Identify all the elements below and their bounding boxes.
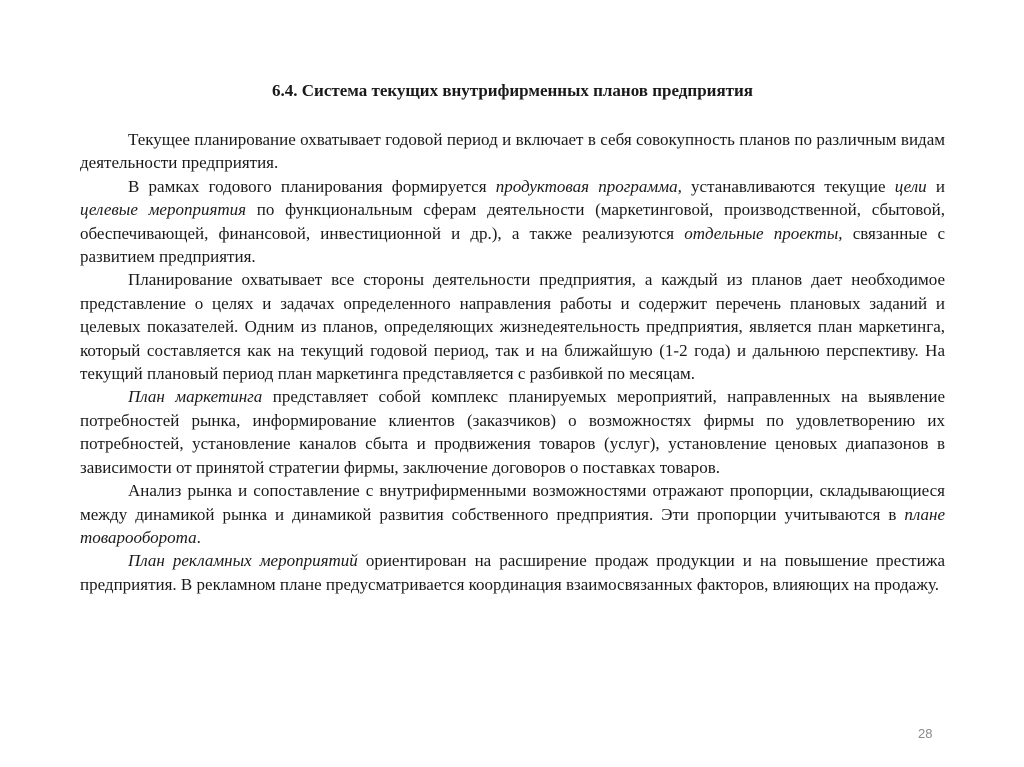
emphasized-term: целевые мероприятия: [80, 200, 247, 220]
paragraph: [80, 175, 945, 269]
document-body: [80, 128, 945, 596]
document-page: [80, 80, 945, 596]
text-run: Текущее планирование охватывает годовой период и включает в себя совокупность планов по различным видам деятельности предприятия.: [80, 130, 945, 173]
text-run: В рамках годового планирования формируется: [128, 176, 496, 196]
text-run: Планирование охватывает все стороны деятельности предприятия, а каждый из планов дает необходимое представление о целях и задачах определенного направления работы и содержит перечень плановых заданий и целевых показателей. Одним из планов, определяющих жизнедеятельность предприятия, является план маркетинга, который составляется как на текущий годовой период, так и на ближайшую (1-2 года) и дальнюю перспективу. На текущий плановый период план маркетинга представляется с разбивкой по месяцам.: [80, 270, 945, 384]
emphasized-term: плане товарооборота: [80, 504, 945, 547]
paragraph: [80, 385, 945, 479]
section-title: 6.4. Система текущих внутрифирменных планов предприятия: [272, 81, 753, 100]
page-number: 28: [918, 726, 933, 741]
emphasized-term: отдельные проекты,: [684, 223, 843, 243]
text-run: .: [196, 527, 201, 547]
emphasized-term: План маркетинга: [128, 387, 263, 407]
emphasized-term: продуктовая программа,: [495, 176, 682, 196]
text-run: ориентирован на расширение продаж продукции и на повышение престижа предприятия. В рекламном плане предусматривается координация взаимосвязанных факторов, влияющих на продажу.: [80, 551, 945, 594]
paragraph: [80, 549, 945, 596]
text-run: связанные с развитием предприятия.: [80, 223, 945, 267]
paragraph: [80, 479, 945, 549]
text-run: Анализ рынка и сопоставление с внутрифирменными возможностями отражают пропорции, складывающиеся между динамикой рынка и динамикой развития собственного предприятия. Эти пропорции учитываются в: [80, 481, 945, 524]
text-run: по функциональным сферам деятельности (маркетинговой, производственной, сбытовой, обеспечивающей, финансовой, инвестиционной и др.), а также реализуются: [80, 200, 945, 243]
emphasized-term: цели: [894, 176, 927, 196]
text-run: устанавливаются текущие: [681, 176, 895, 196]
text-run: представляет собой комплекс планируемых мероприятий, направленных на выявление потребностей рынка, информирование клиентов (заказчиков) о возможностях фирмы по удовлетворению их потребностей, установление каналов сбыта и продвижения товаров (услуг), установление ценовых диапазонов в зависимости от принятой стратегии фирмы, заключение договоров о поставках товаров.: [80, 387, 946, 477]
paragraph: [80, 268, 945, 385]
emphasized-term: План рекламных мероприятий: [128, 551, 358, 571]
text-run: и: [926, 176, 945, 196]
paragraph: [80, 128, 945, 175]
